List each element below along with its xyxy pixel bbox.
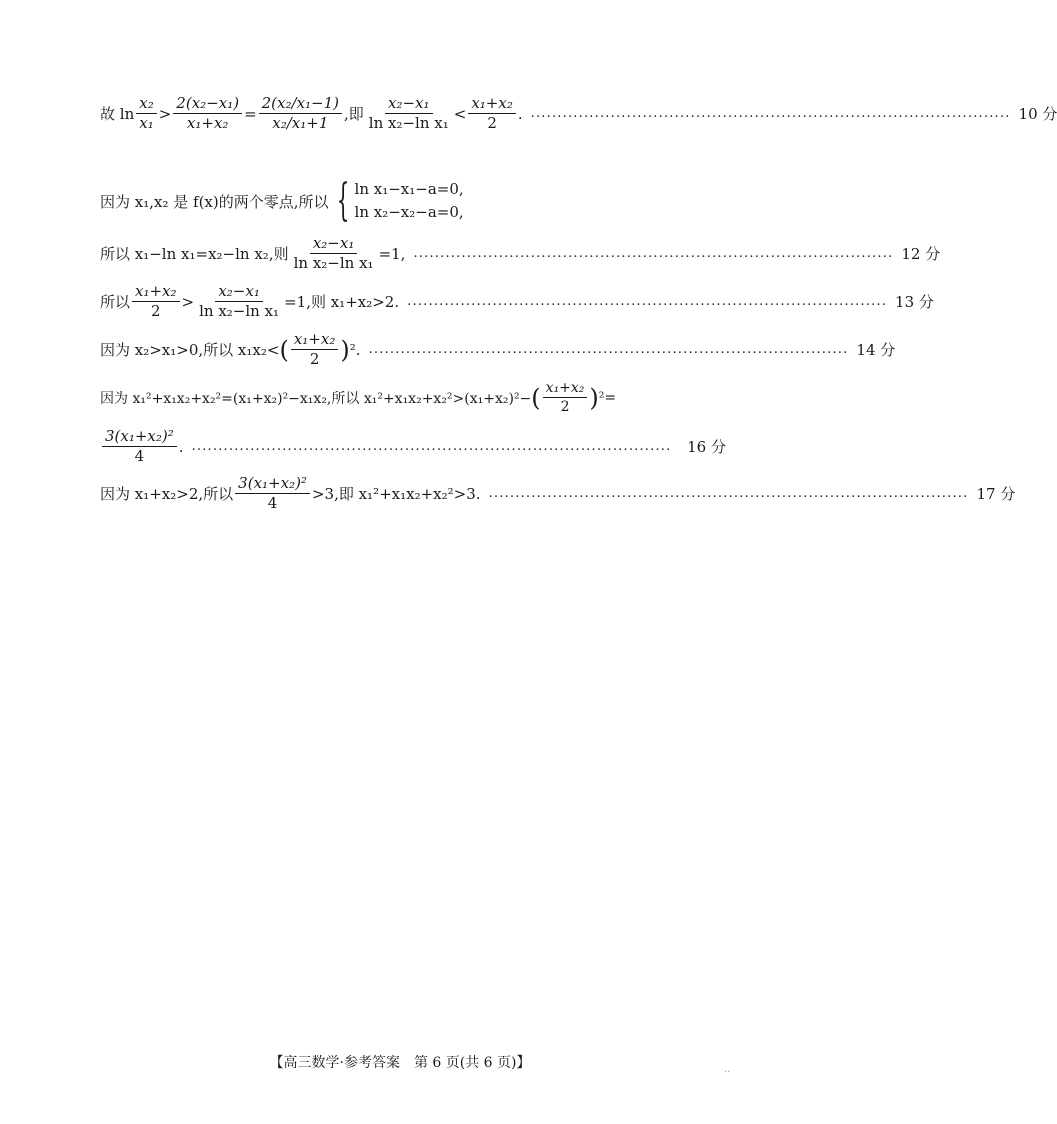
left-paren: ( bbox=[531, 383, 541, 412]
fraction-sum-over-2: $\frac{\text{x₁+x₂}}{2}$ bbox=[132, 283, 180, 321]
score-label: 16 分 bbox=[687, 438, 726, 457]
leader-dots: .......................................................................................... bbox=[413, 246, 894, 262]
answer-line-12 bbox=[100, 234, 941, 273]
line-text: 因为 x₁²+x₁x₂+x₂²=(x₁+x₂)²−x₁x₂,所以 x₁²+x₁x₂+x₂²>(x₁+x₂)²− bbox=[100, 390, 532, 407]
fraction-diff-over-lndiff: $\frac{\text{x₂−x₁}}{\text{ln x₂−ln x₁}}$ bbox=[293, 234, 374, 273]
line-text: 因为 x₂>x₁>0,所以 x₁x₂< bbox=[100, 341, 280, 360]
fraction-3sumsq-over-4: $\frac{\text{3(x₁+x₂)²}}{4}$ bbox=[235, 475, 310, 513]
fraction-diff-over-lndiff: $\frac{\text{x₂−x₁}}{\text{ln x₂−ln x₁}}$ bbox=[368, 94, 449, 133]
fraction-sum-over-2: $\frac{\text{x₁+x₂}}{2}$ bbox=[468, 95, 516, 133]
left-paren: ( bbox=[279, 335, 289, 364]
line-prefix: 故 ln bbox=[100, 105, 135, 124]
score-label: 14 分 bbox=[856, 341, 896, 360]
equation-system bbox=[329, 175, 464, 227]
fraction-sum-over-2: $\frac{\text{x₁+x₂}}{2}$ bbox=[543, 380, 588, 415]
line-after: >3,即 x₁²+x₁x₂+x₂²>3. bbox=[311, 485, 481, 504]
line-after: =1, bbox=[378, 244, 406, 263]
score-label: 17 分 bbox=[976, 485, 1016, 504]
leader-dots: .......................................................................................... bbox=[368, 342, 849, 358]
line-after: =1,则 x₁+x₂>2. bbox=[284, 293, 400, 312]
answer-line-zeros bbox=[100, 175, 726, 227]
score-label: 10 分 bbox=[1018, 105, 1057, 124]
line-text: 所以 x₁−ln x₁=x₂−ln x₂,则 bbox=[100, 245, 289, 264]
line-text: 因为 x₁,x₂ 是 f(x)的两个零点,所以 bbox=[100, 192, 329, 211]
fraction-x2-over-x1: $\frac{\text{x₂}}{\text{x₁}}$ bbox=[136, 95, 156, 133]
corner-mark: .. bbox=[724, 1064, 731, 1075]
fraction-diff-over-lndiff: $\frac{\text{x₂−x₁}}{\text{ln x₂−ln x₁}}$ bbox=[199, 282, 280, 321]
left-brace-icon: { bbox=[336, 175, 349, 227]
answer-line-10 bbox=[100, 94, 1057, 133]
line-after: ²= bbox=[598, 389, 617, 406]
leader-dots: .......................................................................................... bbox=[530, 106, 1011, 122]
leader-dots: .......................................................................................... bbox=[407, 294, 888, 310]
score-label: 13 分 bbox=[895, 293, 934, 312]
answer-line-13 bbox=[100, 282, 934, 321]
fraction-2diff-over-sum: $\frac{\text{2(x₂−x₁)}}{\text{x₁+x₂}}$ bbox=[173, 95, 242, 133]
right-paren: ) bbox=[340, 335, 350, 364]
line-text: 因为 x₁+x₂>2,所以 bbox=[100, 485, 234, 504]
greater-sign: > bbox=[181, 292, 195, 311]
answer-line-17 bbox=[100, 474, 1016, 513]
leader-dots: .......................................................................................... bbox=[488, 486, 969, 502]
fraction-nested: $\frac{\text{2(x₂/x₁−1)}}{\text{x₂/x₁+1}}$ bbox=[259, 95, 342, 133]
score-label: 12 分 bbox=[901, 245, 941, 264]
fraction-3sumsq-over-4: $\frac{\text{3(x₁+x₂)²}}{4}$ bbox=[102, 428, 177, 466]
line-mid-text: ,即 bbox=[344, 105, 364, 124]
equals-sign: = bbox=[244, 104, 257, 123]
answer-line-14 bbox=[100, 330, 896, 369]
system-row-1: ln x₁−x₁−a=0, bbox=[354, 180, 464, 198]
page-footer: 【高三数学·参考答案 第 6 页(共 6 页)】 bbox=[269, 1055, 531, 1071]
answer-line-16 bbox=[100, 428, 726, 466]
line-end: . bbox=[517, 104, 523, 123]
leader-dots: .......................................................................................... bbox=[191, 439, 672, 455]
system-row-2: ln x₂−x₂−a=0, bbox=[354, 203, 464, 222]
fraction-sum-over-2: $\frac{\text{x₁+x₂}}{2}$ bbox=[291, 331, 339, 369]
less-sign: < bbox=[453, 104, 467, 123]
greater-sign: > bbox=[158, 104, 172, 123]
line-after: . bbox=[178, 437, 184, 456]
right-paren: ) bbox=[589, 383, 599, 412]
answer-line-identity bbox=[100, 380, 726, 415]
line-after: ². bbox=[349, 340, 361, 359]
line-prefix: 所以 bbox=[100, 293, 131, 312]
